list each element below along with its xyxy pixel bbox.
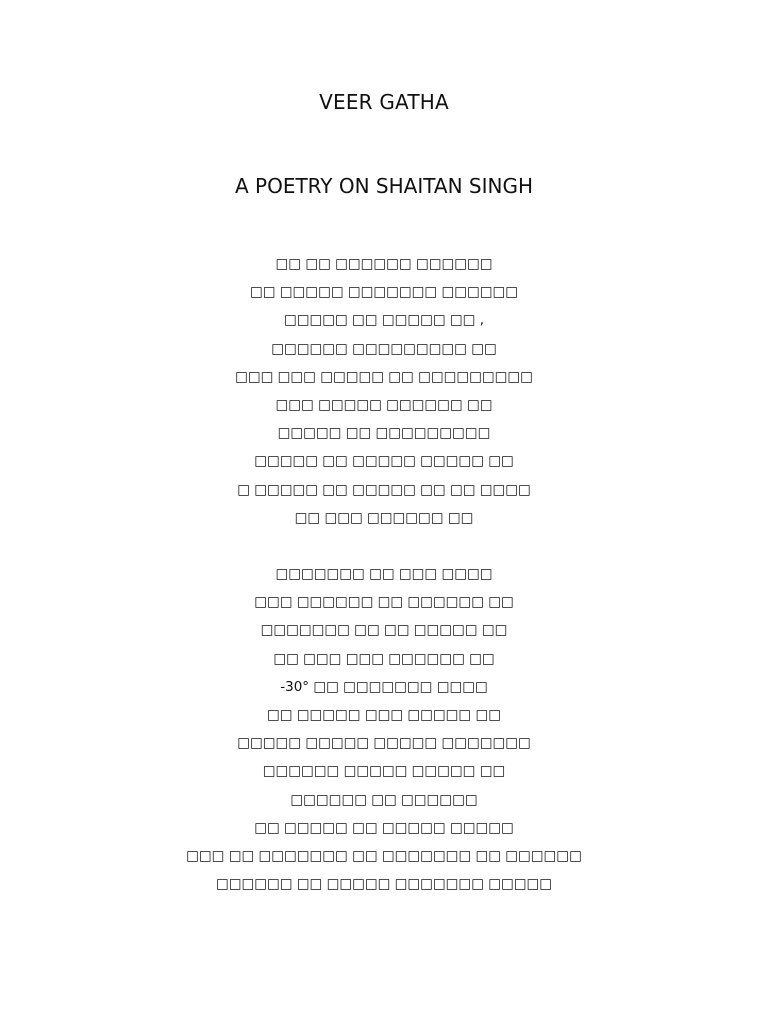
poem-line: □□□ □□□□□ □□□□□□ □□	[275, 396, 493, 413]
poem-line: □□□□□□□ □□ □□□ □□□□	[275, 566, 493, 582]
document-title: VEER GATHA	[319, 90, 449, 114]
poem-stanza-1	[0, 250, 768, 532]
poem-line: □□□□□□ □□□□□ □□□□□ □□	[262, 763, 506, 780]
poem-line: □□□□□ □□ □□□□□□□□□	[277, 425, 491, 442]
poem-line: □□□□□ □□□□□ □□□□□ □□□□□□□	[237, 735, 531, 752]
poem-line: □□ □□□ □□□ □□□□□□ □□	[273, 650, 495, 667]
poem-line: □□ □□□□□ □□ □□□□□ □□□□□	[254, 819, 514, 836]
poem-line: □□□□□□ □□ □□□□□ □□□□□□□ □□□□□	[215, 876, 553, 893]
poem-line: -30° □□ □□□□□□□ □□□□	[280, 678, 488, 695]
document-subtitle: A POETRY ON SHAITAN SINGH	[234, 174, 534, 198]
poem-stanza-2	[0, 560, 768, 898]
poem-line: □□ □□ □□□□□□ □□□□□□	[275, 256, 493, 272]
poem-line: □□□□□ □□ □□□□□ □□□□□ □□	[254, 453, 514, 470]
poem-line: □□ □□□ □□□□□□ □□	[294, 509, 474, 526]
poem-line: □□□ □□□ □□□□□ □□ □□□□□□□□□	[235, 368, 533, 385]
poem-line: □□□□□ □□ □□□□□ □□ ,	[283, 312, 485, 329]
poem-line: □□ □□□□□ □□□ □□□□□ □□	[266, 706, 501, 723]
poem-line: □□ □□□□□ □□□□□□□ □□□□□□	[250, 284, 518, 301]
poem-line: □□□ □□ □□□□□□□ □□ □□□□□□□ □□ □□□□□□	[186, 847, 582, 864]
poem-line: □□□□□□□ □□ □□ □□□□□ □□	[260, 622, 508, 639]
poem-line: □□□ □□□□□□ □□ □□□□□□ □□	[254, 594, 514, 611]
poem-line: □□□□□□ □□ □□□□□□	[290, 791, 478, 808]
poem-line: □ □□□□□ □□ □□□□□ □□ □□ □□□□	[237, 481, 531, 498]
poem-line: □□□□□□ □□□□□□□□□ □□	[271, 340, 497, 357]
